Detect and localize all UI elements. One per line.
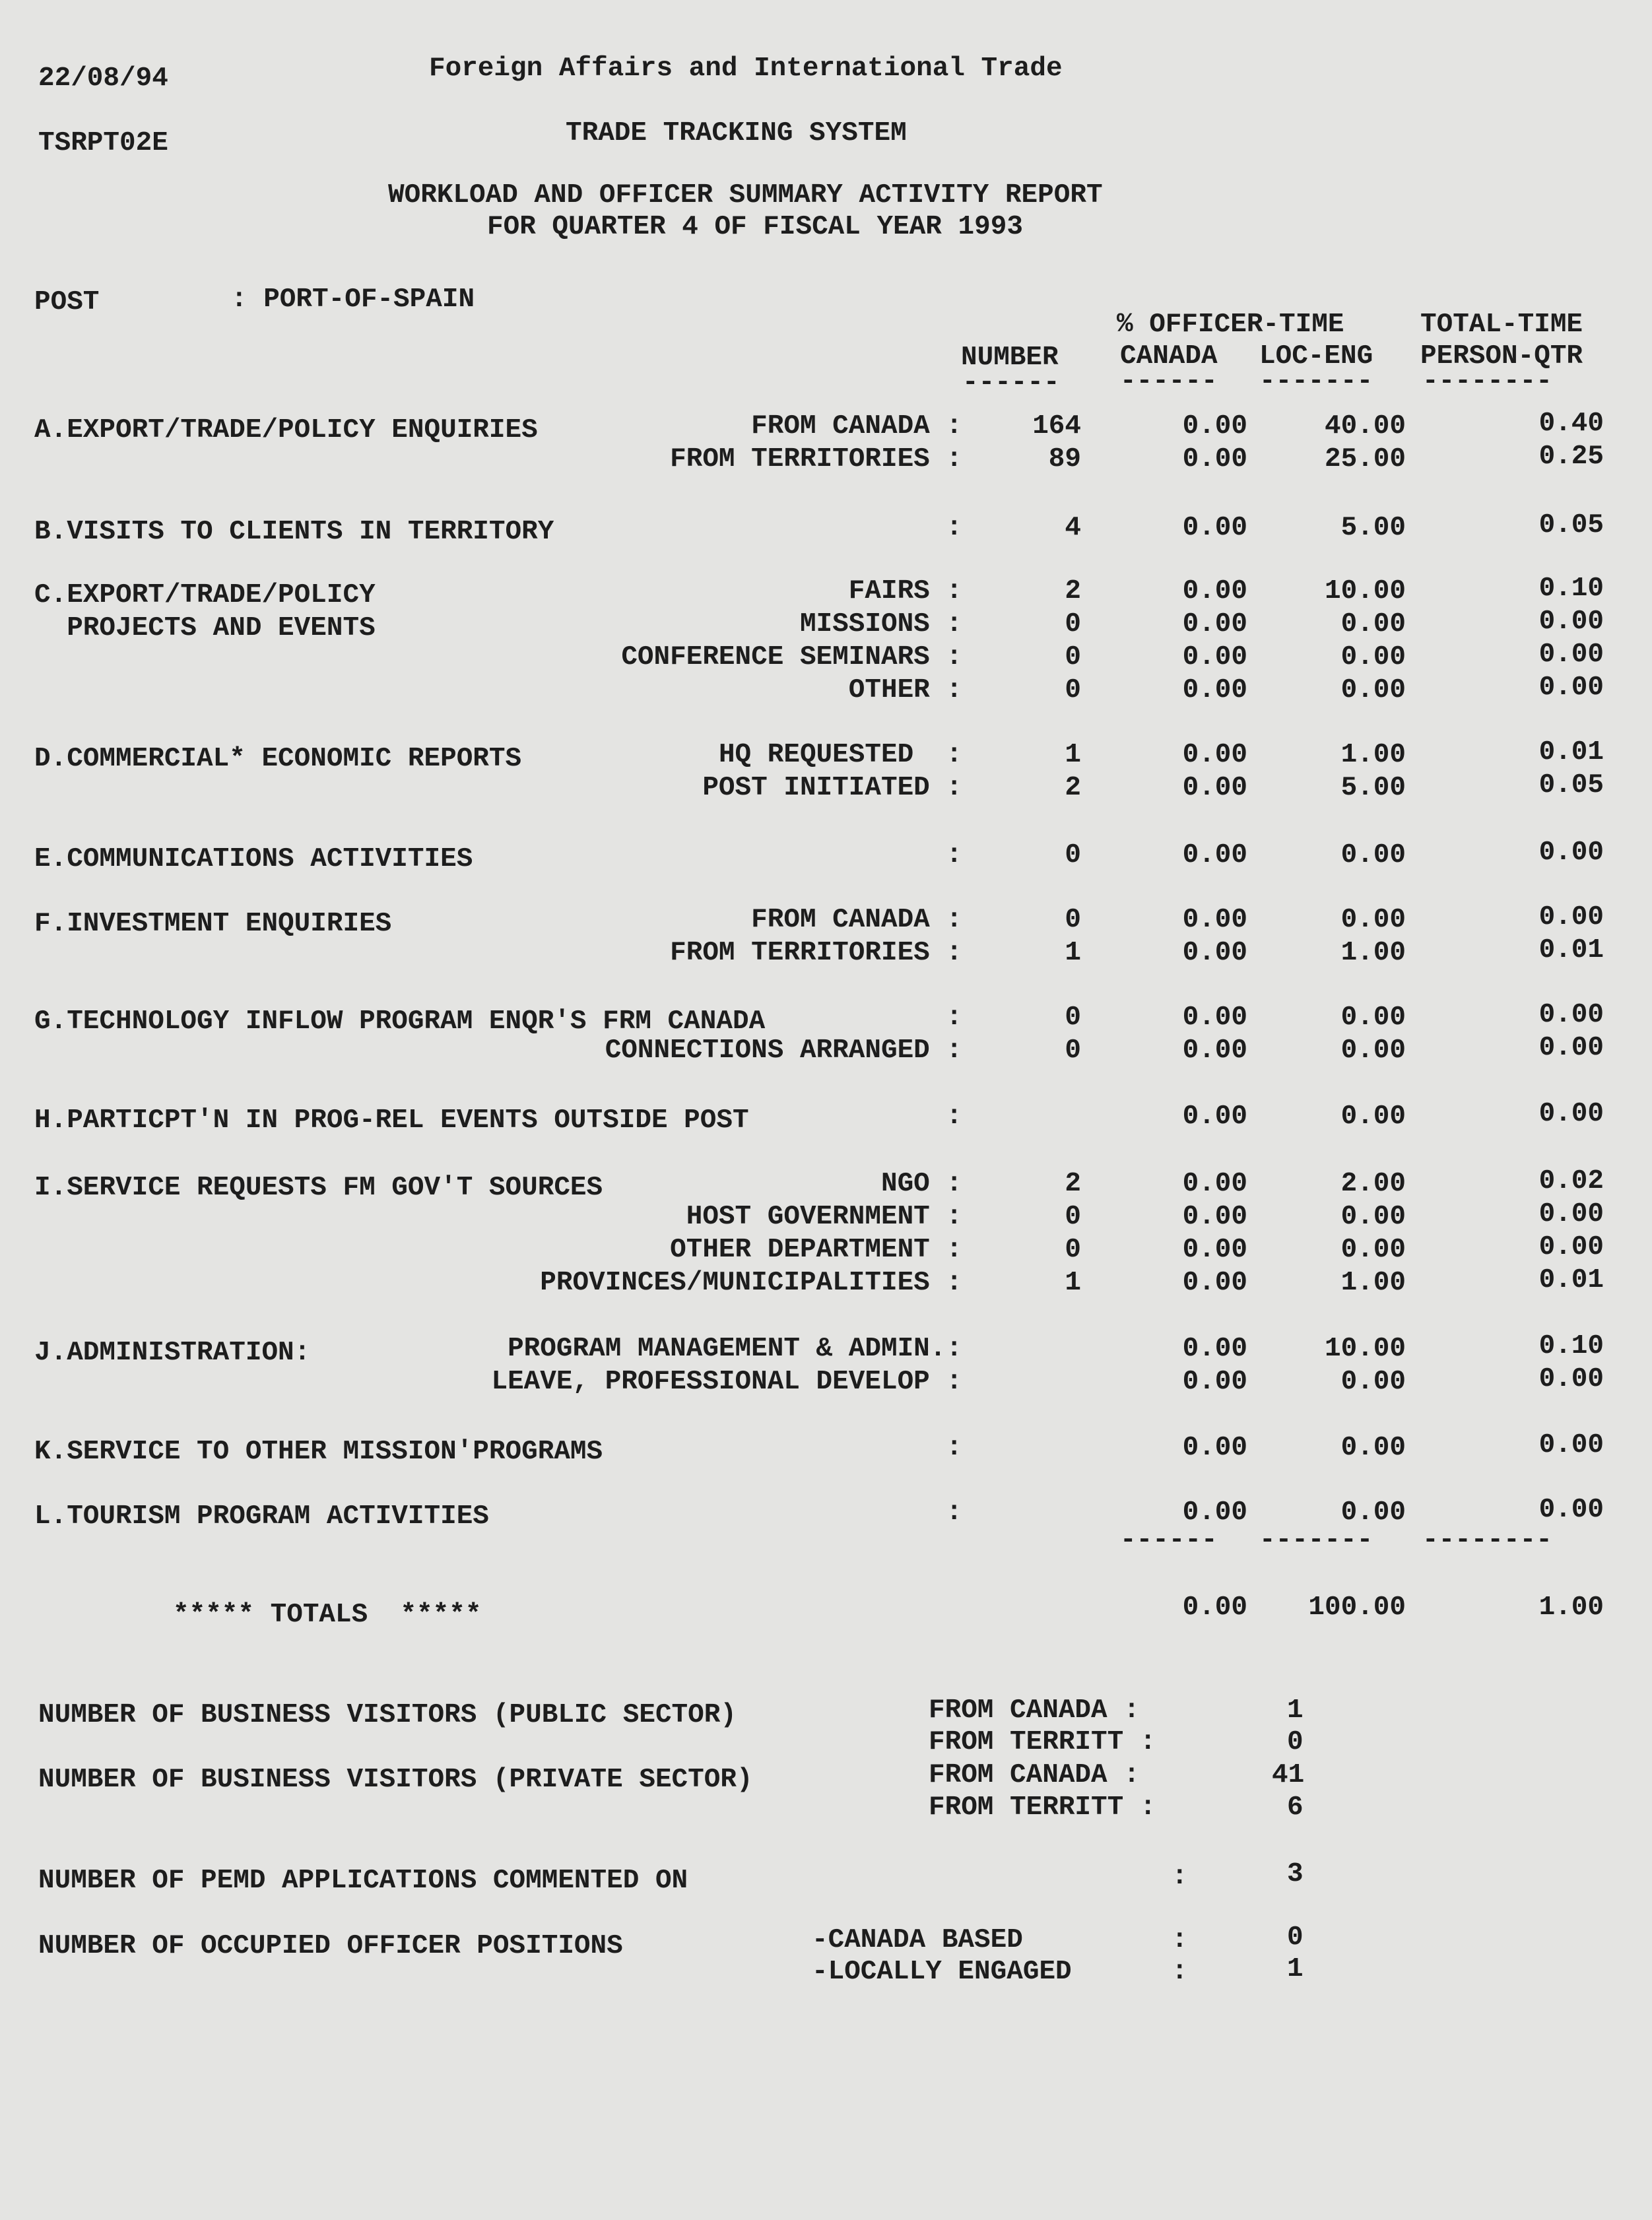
row-label: J.ADMINISTRATION: <box>34 1338 311 1368</box>
person-qtr-column-header: PERSON-QTR <box>1420 341 1583 372</box>
row-sublabel: MISSIONS : <box>799 609 962 639</box>
row-number: 0 <box>1065 1235 1081 1265</box>
row-loc-eng: 0.00 <box>1340 675 1406 705</box>
row-canada: 0.00 <box>1182 1334 1247 1364</box>
system-name: TRADE TRACKING SYSTEM <box>566 118 907 148</box>
row-label: A.EXPORT/TRADE/POLICY ENQUIRIES <box>34 415 538 445</box>
row-loc-eng: 1.00 <box>1340 938 1406 968</box>
canada-based-value: 0 <box>1287 1922 1304 1953</box>
canada-underline: ------ <box>1120 366 1218 397</box>
row-loc-eng: 5.00 <box>1340 773 1406 803</box>
report-title: WORKLOAD AND OFFICER SUMMARY ACTIVITY REPORT <box>388 180 1103 211</box>
row-label: C.EXPORT/TRADE/POLICY <box>34 580 376 610</box>
row-canada: 0.00 <box>1182 513 1247 543</box>
number-underline: ------ <box>962 368 1060 398</box>
row-person-qtr: 0.00 <box>1538 837 1604 868</box>
row-person-qtr: 0.00 <box>1538 1099 1604 1129</box>
loc-eng-column-header: LOC-ENG <box>1259 341 1373 372</box>
private-from-territ-value: 6 <box>1287 1792 1304 1823</box>
row-person-qtr: 0.00 <box>1538 1000 1604 1030</box>
row-loc-eng: 0.00 <box>1340 642 1406 672</box>
row-sublabel: FROM CANADA : <box>751 411 962 441</box>
row-canada: 0.00 <box>1182 1433 1247 1463</box>
row-number: 164 <box>1032 411 1081 441</box>
report-code: TSRPT02E <box>38 128 168 158</box>
totals-loc-eng-underline: ------- <box>1259 1525 1373 1555</box>
row-canada: 0.00 <box>1182 840 1247 870</box>
row-canada: 0.00 <box>1182 411 1247 441</box>
row-sublabel: NGO : <box>880 1169 962 1199</box>
row-sublabel: HOST GOVERNMENT : <box>686 1202 962 1232</box>
row-loc-eng: 0.00 <box>1340 1433 1406 1463</box>
row-canada: 0.00 <box>1182 1202 1247 1232</box>
private-from-territ-label: FROM TERRITT : <box>929 1792 1156 1823</box>
row-person-qtr: 0.00 <box>1538 1495 1604 1525</box>
row-canada: 0.00 <box>1182 1169 1247 1199</box>
row-sublabel: CONFERENCE SEMINARS : <box>621 642 962 672</box>
positions-label: NUMBER OF OCCUPIED OFFICER POSITIONS <box>38 1931 623 1961</box>
row-sublabel: OTHER : <box>848 675 962 705</box>
row-person-qtr: 0.10 <box>1538 573 1604 604</box>
row-person-qtr: 0.05 <box>1538 770 1604 800</box>
row-canada: 0.00 <box>1182 1268 1247 1298</box>
row-loc-eng: 0.00 <box>1340 1002 1406 1033</box>
canada-based-label: -CANADA BASED <box>812 1925 1023 1955</box>
public-from-canada-label: FROM CANADA : <box>929 1695 1140 1726</box>
row-loc-eng: 5.00 <box>1340 513 1406 543</box>
person-qtr-underline: -------- <box>1422 366 1552 397</box>
row-sublabel: POST INITIATED : <box>702 773 962 803</box>
row-loc-eng: 0.00 <box>1340 1235 1406 1265</box>
row-label: PROJECTS AND EVENTS <box>34 613 376 643</box>
row-loc-eng: 1.00 <box>1340 740 1406 770</box>
row-canada: 0.00 <box>1182 773 1247 803</box>
total-time-header: TOTAL-TIME <box>1420 310 1583 340</box>
row-canada: 0.00 <box>1182 1235 1247 1265</box>
totals-total-underline: -------- <box>1422 1525 1552 1555</box>
public-visitors-label: NUMBER OF BUSINESS VISITORS (PUBLIC SECTOR) <box>38 1700 737 1730</box>
locally-engaged-colon: : <box>1172 1957 1188 1987</box>
row-person-qtr: 0.00 <box>1538 1430 1604 1460</box>
totals-person-qtr: 1.00 <box>1538 1592 1604 1623</box>
row-label: L.TOURISM PROGRAM ACTIVITIES <box>34 1501 489 1532</box>
totals-label: ***** TOTALS ***** <box>173 1600 482 1630</box>
row-number: 0 <box>1065 609 1081 639</box>
private-from-canada-label: FROM CANADA : <box>929 1760 1140 1790</box>
row-loc-eng: 0.00 <box>1340 1202 1406 1232</box>
row-label: F.INVESTMENT ENQUIRIES <box>34 909 392 939</box>
row-person-qtr: 0.00 <box>1538 1199 1604 1229</box>
row-sublabel: LEAVE, PROFESSIONAL DEVELOP : <box>491 1367 962 1397</box>
row-number: 2 <box>1065 1169 1081 1199</box>
row-sublabel: : <box>946 1101 962 1132</box>
row-number: 0 <box>1065 905 1081 935</box>
report-date: 22/08/94 <box>38 63 168 94</box>
row-canada: 0.00 <box>1182 1035 1247 1066</box>
row-person-qtr: 0.02 <box>1538 1166 1604 1196</box>
row-person-qtr: 0.01 <box>1538 737 1604 767</box>
row-person-qtr: 0.00 <box>1538 606 1604 637</box>
row-sublabel: HQ REQUESTED : <box>718 740 962 770</box>
row-number: 4 <box>1065 513 1081 543</box>
row-sublabel: FROM CANADA : <box>751 905 962 935</box>
public-from-territ-value: 0 <box>1287 1727 1304 1757</box>
row-sublabel: PROGRAM MANAGEMENT & ADMIN.: <box>508 1334 962 1364</box>
totals-canada: 0.00 <box>1182 1592 1247 1623</box>
row-number: 1 <box>1065 938 1081 968</box>
row-person-qtr: 0.00 <box>1538 902 1604 932</box>
row-canada: 0.00 <box>1182 675 1247 705</box>
row-number: 0 <box>1065 1002 1081 1033</box>
row-label: B.VISITS TO CLIENTS IN TERRITORY <box>34 517 554 547</box>
row-canada: 0.00 <box>1182 1497 1247 1528</box>
loc-eng-underline: ------- <box>1259 366 1373 397</box>
row-person-qtr: 0.00 <box>1538 639 1604 670</box>
row-sublabel: : <box>946 1433 962 1463</box>
row-canada: 0.00 <box>1182 576 1247 606</box>
row-canada: 0.00 <box>1182 444 1247 474</box>
row-canada: 0.00 <box>1182 1367 1247 1397</box>
row-number: 0 <box>1065 642 1081 672</box>
row-number: 1 <box>1065 1268 1081 1298</box>
row-loc-eng: 0.00 <box>1340 905 1406 935</box>
locally-engaged-value: 1 <box>1287 1954 1304 1984</box>
totals-loc-eng: 100.00 <box>1308 1592 1406 1623</box>
row-label: G.TECHNOLOGY INFLOW PROGRAM ENQR'S FRM CANADA <box>34 1006 766 1037</box>
row-sublabel: FROM TERRITORIES : <box>670 444 962 474</box>
row-loc-eng: 25.00 <box>1324 444 1406 474</box>
row-loc-eng: 0.00 <box>1340 1367 1406 1397</box>
row-person-qtr: 0.00 <box>1538 1033 1604 1063</box>
row-person-qtr: 0.40 <box>1538 408 1604 439</box>
row-loc-eng: 0.00 <box>1340 1101 1406 1132</box>
row-person-qtr: 0.01 <box>1538 1265 1604 1295</box>
row-canada: 0.00 <box>1182 609 1247 639</box>
row-label: H.PARTICPT'N IN PROG-REL EVENTS OUTSIDE POST <box>34 1105 749 1136</box>
row-number: 2 <box>1065 773 1081 803</box>
canada-based-colon: : <box>1172 1925 1188 1955</box>
private-from-canada-value: 41 <box>1272 1760 1305 1790</box>
totals-canada-underline: ------ <box>1120 1525 1218 1555</box>
row-loc-eng: 0.00 <box>1340 1497 1406 1528</box>
row-sublabel: : <box>946 840 962 870</box>
row-person-qtr: 0.05 <box>1538 510 1604 540</box>
row-canada: 0.00 <box>1182 740 1247 770</box>
row-loc-eng: 10.00 <box>1324 1334 1406 1364</box>
row-sublabel: FROM TERRITORIES : <box>670 938 962 968</box>
row-canada: 0.00 <box>1182 642 1247 672</box>
row-label: D.COMMERCIAL* ECONOMIC REPORTS <box>34 744 522 774</box>
department-name: Foreign Affairs and International Trade <box>429 53 1063 84</box>
row-number: 0 <box>1065 1035 1081 1066</box>
row-loc-eng: 10.00 <box>1324 576 1406 606</box>
report-subtitle: FOR QUARTER 4 OF FISCAL YEAR 1993 <box>487 212 1023 242</box>
row-person-qtr: 0.25 <box>1538 441 1604 472</box>
pemd-label: NUMBER OF PEMD APPLICATIONS COMMENTED ON <box>38 1866 688 1896</box>
row-label: E.COMMUNICATIONS ACTIVITIES <box>34 844 473 874</box>
row-person-qtr: 0.00 <box>1538 1232 1604 1262</box>
row-canada: 0.00 <box>1182 938 1247 968</box>
row-number: 0 <box>1065 1202 1081 1232</box>
row-loc-eng: 0.00 <box>1340 1035 1406 1066</box>
row-sublabel: PROVINCES/MUNICIPALITIES : <box>540 1268 962 1298</box>
row-sublabel: CONNECTIONS ARRANGED : <box>605 1035 962 1066</box>
post-label: POST <box>34 287 100 317</box>
locally-engaged-label: -LOCALLY ENGAGED <box>812 1957 1072 1987</box>
row-person-qtr: 0.10 <box>1538 1331 1604 1361</box>
row-label: I.SERVICE REQUESTS FM GOV'T SOURCES <box>34 1173 603 1203</box>
row-sublabel: FAIRS : <box>848 576 962 606</box>
row-number: 1 <box>1065 740 1081 770</box>
public-from-canada-value: 1 <box>1287 1695 1304 1726</box>
post-value: : PORT-OF-SPAIN <box>231 284 475 315</box>
private-visitors-label: NUMBER OF BUSINESS VISITORS (PRIVATE SECTOR) <box>38 1765 753 1795</box>
public-from-territ-label: FROM TERRITT : <box>929 1727 1156 1757</box>
row-sublabel: OTHER DEPARTMENT : <box>670 1235 962 1265</box>
row-loc-eng: 2.00 <box>1340 1169 1406 1199</box>
row-sublabel: : <box>946 1002 962 1033</box>
pemd-colon: : <box>1172 1862 1188 1892</box>
row-loc-eng: 0.00 <box>1340 840 1406 870</box>
row-canada: 0.00 <box>1182 905 1247 935</box>
row-person-qtr: 0.00 <box>1538 1364 1604 1394</box>
row-sublabel: : <box>946 1497 962 1528</box>
row-number: 89 <box>1048 444 1081 474</box>
row-sublabel: : <box>946 513 962 543</box>
officer-time-header: % OFFICER-TIME <box>1117 310 1344 340</box>
row-number: 2 <box>1065 576 1081 606</box>
row-canada: 0.00 <box>1182 1002 1247 1033</box>
row-label: K.SERVICE TO OTHER MISSION'PROGRAMS <box>34 1437 603 1467</box>
row-number: 0 <box>1065 675 1081 705</box>
pemd-value: 3 <box>1287 1859 1304 1889</box>
row-loc-eng: 40.00 <box>1324 411 1406 441</box>
row-loc-eng: 1.00 <box>1340 1268 1406 1298</box>
canada-column-header: CANADA <box>1120 341 1218 372</box>
row-loc-eng: 0.00 <box>1340 609 1406 639</box>
row-number: 0 <box>1065 840 1081 870</box>
row-person-qtr: 0.00 <box>1538 672 1604 703</box>
row-canada: 0.00 <box>1182 1101 1247 1132</box>
row-person-qtr: 0.01 <box>1538 935 1604 965</box>
number-column-header: NUMBER <box>961 343 1059 373</box>
